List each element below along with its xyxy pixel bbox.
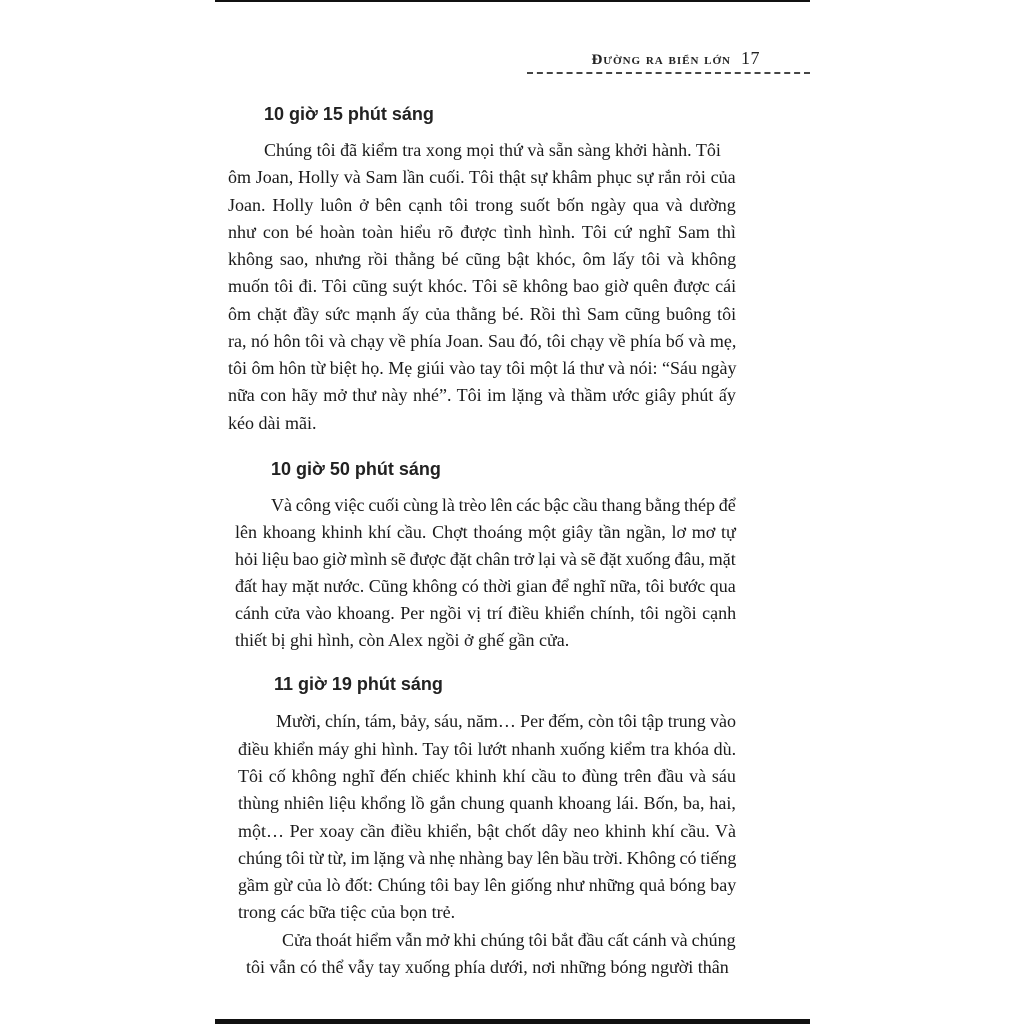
top-page-edge — [215, 0, 810, 2]
paragraph-line: ra, nó hôn tôi và chạy về phía Joan. Sau đó, tôi chạy về phía bố và mẹ, — [228, 331, 737, 351]
paragraph-line: thùng nhiên liệu khổng lồ gắn chung quanh khoang lái. Bốn, ba, hai, — [238, 793, 736, 813]
section-heading-1015: 10 giờ 15 phút sáng — [264, 104, 434, 124]
paragraph-line: ôm Joan, Holly và Sam lần cuối. Tôi thật sự khâm phục sự rắn rỏi của — [228, 167, 736, 187]
paragraph-line: một… Per xoay cần điều khiển, bật chốt dây neo khinh khí cầu. Và — [238, 821, 737, 841]
paragraph-line: Tôi cố không nghĩ đến chiếc khinh khí cầu to đùng trên đầu và sáu — [238, 766, 736, 786]
paragraph-line: hỏi liệu bao giờ mình sẽ được đặt chân trở lại và sẽ đặt xuống đâu, mặt — [235, 549, 736, 569]
paragraph-line: trong các bữa tiệc của bọn trẻ. — [238, 902, 456, 922]
paragraph-line: Cửa thoát hiểm vẫn mở khi chúng tôi bắt đầu cất cánh và chúng — [282, 930, 736, 950]
paragraph-line: lên khoang khinh khí cầu. Chợt thoáng một giây tần ngần, lơ mơ tự — [235, 522, 736, 542]
paragraph-line: như con bé hoàn toàn hiểu rõ được tình hình. Tôi cứ nghĩ Sam thì — [228, 222, 736, 242]
paragraph-line: nữa con hãy mở thư này nhé”. Tôi im lặng và thầm ước giây phút ấy — [228, 385, 736, 405]
paragraph-line: điều khiển máy ghi hình. Tay tôi lướt nhanh xuống kiểm tra khóa dù. — [238, 739, 737, 759]
section-heading-1050: 10 giờ 50 phút sáng — [271, 459, 441, 479]
bottom-page-edge — [215, 1019, 810, 1024]
paragraph-line: tôi vẫn có thể vẫy tay xuống phía dưới, nơi những bóng người thân — [246, 957, 729, 977]
paragraph-line: kéo dài mãi. — [228, 413, 317, 433]
paragraph-line: Chúng tôi đã kiểm tra xong mọi thứ và sẵn sàng khởi hành. Tôi — [264, 140, 721, 160]
paragraph-line: gầm gừ của lò đốt: Chúng tôi bay lên giống như những quả bóng bay — [238, 875, 737, 895]
paragraph-line: tôi ôm hôn từ biệt họ. Mẹ giúi vào tay tôi một lá thư và nói: “Sáu ngày — [228, 358, 737, 378]
section-heading-1119: 11 giờ 19 phút sáng — [274, 674, 443, 694]
paragraph-line: đất hay mặt nước. Cũng không có thời gian để nghĩ nữa, tôi bước qua — [235, 576, 736, 596]
paragraph-line: ôm chặt đầy sức mạnh ấy của thằng bé. Rồi thì Sam cũng buông tôi — [228, 304, 737, 324]
paragraph-line: cánh cửa vào khoang. Per ngồi vị trí điều khiển chính, tôi ngồi cạnh — [235, 603, 737, 623]
paragraph-line: Mười, chín, tám, bảy, sáu, năm… Per đếm, còn tôi tập trung vào — [276, 711, 737, 731]
running-head-title: Đường ra biển lớn — [591, 52, 731, 68]
paragraph-line: không sao, nhưng rồi thằng bé cũng bật khóc, ôm lấy tôi và không — [228, 249, 737, 269]
running-head-dashed-rule — [527, 72, 810, 74]
paragraph-line: muốn tôi đi. Tôi cũng suýt khóc. Tôi sẽ không bao giờ quên được cái — [228, 276, 737, 296]
paragraph-line: Và công việc cuối cùng là trèo lên các bậc cầu thang bằng thép để — [271, 495, 736, 515]
paragraph-line: Joan. Holly luôn ở bên cạnh tôi trong suốt bốn ngày qua và dường — [228, 195, 736, 215]
paragraph-line: chúng tôi từ từ, im lặng và nhẹ nhàng bay lên bầu trời. Không có tiếng — [238, 848, 737, 868]
page-number: 17 — [741, 48, 760, 68]
paragraph-line: thiết bị ghi hình, còn Alex ngồi ở ghế gần cửa. — [235, 630, 570, 650]
running-head — [560, 48, 760, 69]
